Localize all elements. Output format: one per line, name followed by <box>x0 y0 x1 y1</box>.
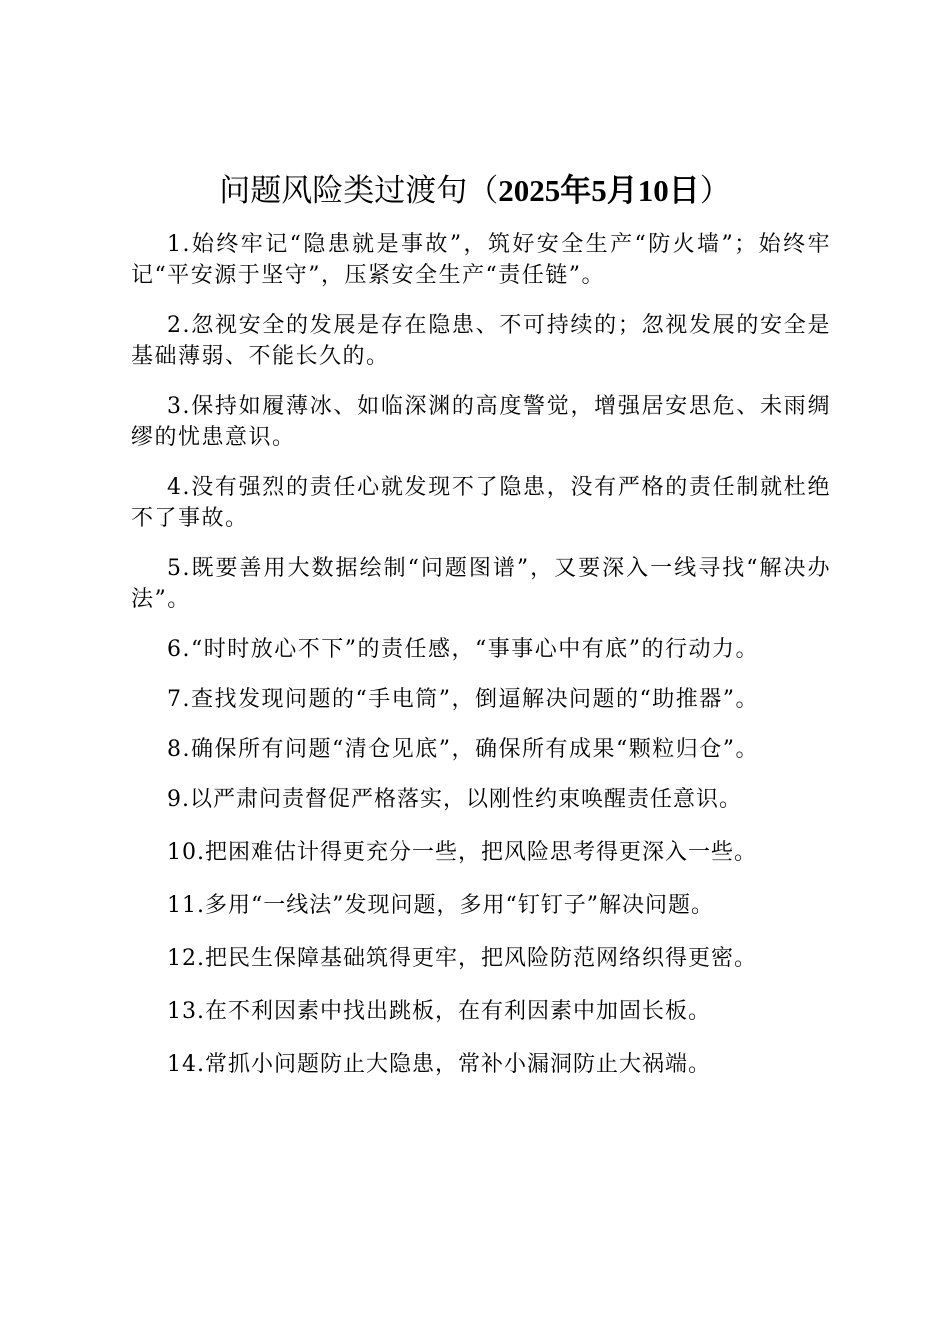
paragraph-10: 10.把困难估计得更充分一些，把风险思考得更深入一些。 <box>167 840 757 865</box>
paragraph-2: 2.忽视安全的发展是存在隐患、不可持续的；忽视发展的安全是基础薄弱、不能长久的。 <box>131 313 831 369</box>
document-title <box>0 166 950 216</box>
paragraph-1: 1.始终牢记“隐患就是事故”，筑好安全生产“防火墙”；始终牢记“平安源于坚守”，压紧安全生产“责任链”。 <box>131 232 831 288</box>
paragraph-5: 5.既要善用大数据绘制“问题图谱”，又要深入一线寻找“解决办法”。 <box>131 556 831 612</box>
paragraph-13: 13.在不利因素中找出跳板，在有利因素中加固长板。 <box>167 999 711 1024</box>
title-date: 2025年5月10日 <box>498 173 700 208</box>
paragraph-8: 8.确保所有问题“清仓见底”，确保所有成果“颗粒归仓”。 <box>167 737 759 762</box>
title-close: ） <box>699 173 731 209</box>
title-text: 问题风险类过渡句（ <box>219 173 499 209</box>
paragraph-12: 12.把民生保障基础筑得更牢，把风险防范网络织得更密。 <box>167 946 757 971</box>
paragraph-7: 7.查找发现问题的“手电筒”，倒逼解决问题的“助推器”。 <box>167 687 759 712</box>
paragraph-9: 9.以严肃问责督促严格落实，以刚性约束唤醒责任意识。 <box>167 787 742 812</box>
document-body <box>131 229 831 1102</box>
paragraph-3: 3.保持如履薄冰、如临深渊的高度警觉，增强居安思危、未雨绸缪的忧患意识。 <box>131 394 831 450</box>
paragraph-14: 14.常抓小问题防止大隐患，常补小漏洞防止大祸端。 <box>167 1052 711 1077</box>
paragraph-6: 6.“时时放心不下”的责任感，“事事心中有底”的行动力。 <box>167 637 759 662</box>
paragraph-4: 4.没有强烈的责任心就发现不了隐患，没有严格的责任制就杜绝不了事故。 <box>131 475 831 531</box>
paragraph-11: 11.多用“一线法”发现问题，多用“钉钉子”解决问题。 <box>167 893 714 918</box>
